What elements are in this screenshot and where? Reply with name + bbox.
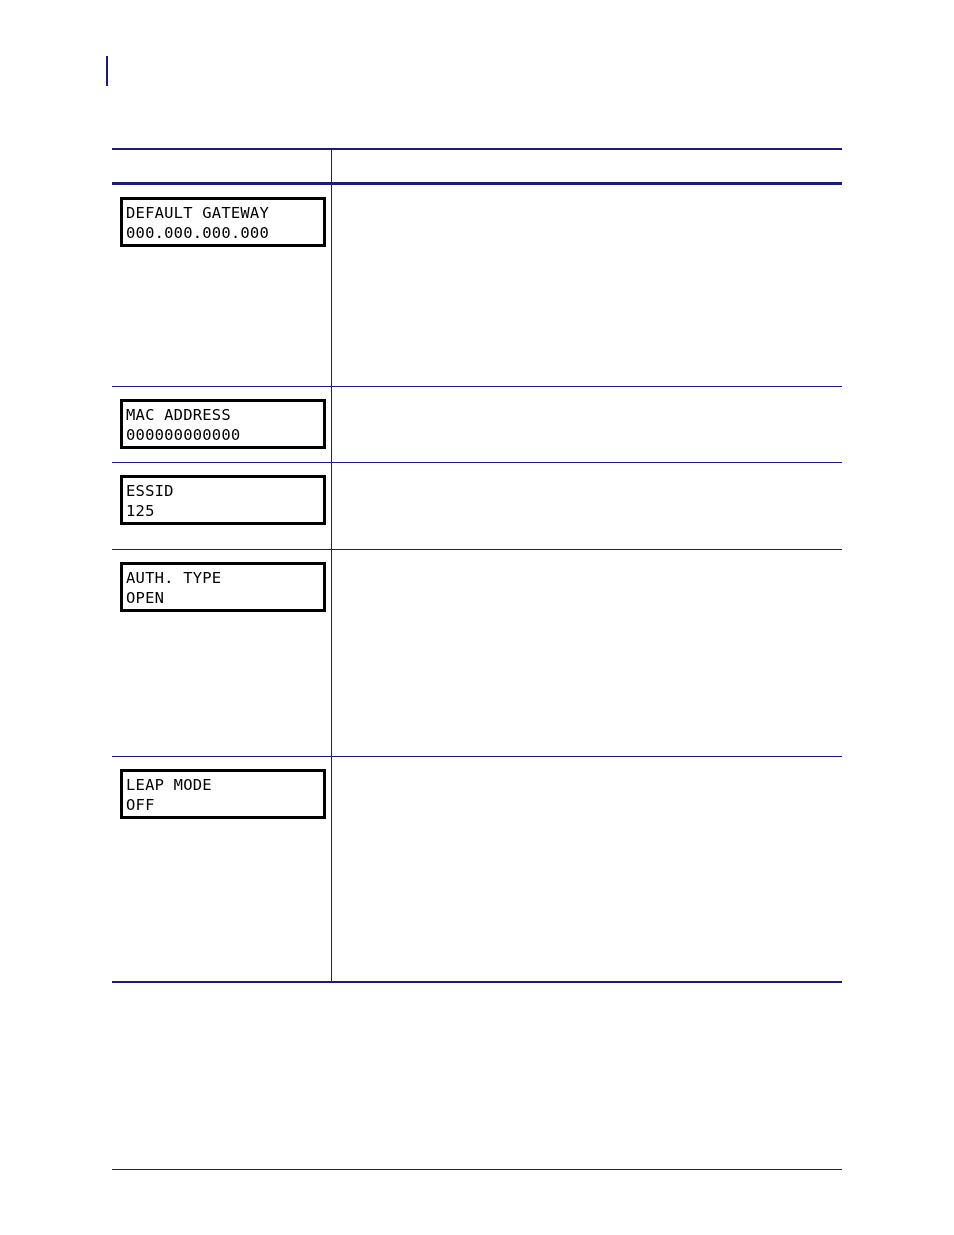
lcd-display-essid [120, 475, 326, 525]
table-row [112, 550, 842, 757]
parameter-table [112, 148, 842, 983]
header-column-display [112, 150, 332, 182]
lcd-line-2: 125 [126, 502, 155, 520]
lcd-line-1: ESSID [126, 482, 174, 500]
lcd-line-1: MAC ADDRESS [126, 406, 231, 424]
table-row [112, 757, 842, 983]
lcd-display-leap-mode [120, 769, 326, 819]
display-cell [112, 463, 332, 549]
description-cell [332, 387, 842, 462]
description-cell [332, 757, 842, 981]
description-cell [332, 550, 842, 756]
display-cell [112, 757, 332, 981]
footer-rule [112, 1169, 842, 1170]
change-bar [106, 56, 108, 86]
lcd-line-1: AUTH. TYPE [126, 569, 222, 587]
lcd-line-2: 000000000000 [126, 426, 241, 444]
description-cell [332, 463, 842, 549]
table-row [112, 463, 842, 550]
table-row [112, 387, 842, 463]
description-cell [332, 185, 842, 386]
lcd-line-2: 000.000.000.000 [126, 224, 269, 242]
lcd-line-1: LEAP MODE [126, 776, 212, 794]
lcd-display-default-gateway [120, 197, 326, 247]
lcd-line-1: DEFAULT GATEWAY [126, 204, 269, 222]
display-cell [112, 550, 332, 756]
display-cell [112, 185, 332, 386]
lcd-line-2: OPEN [126, 589, 165, 607]
table-header [112, 148, 842, 185]
display-cell [112, 387, 332, 462]
lcd-display-mac-address [120, 399, 326, 449]
table-row [112, 185, 842, 387]
header-column-description [332, 150, 842, 182]
lcd-line-2: OFF [126, 796, 155, 814]
lcd-display-auth-type [120, 562, 326, 612]
